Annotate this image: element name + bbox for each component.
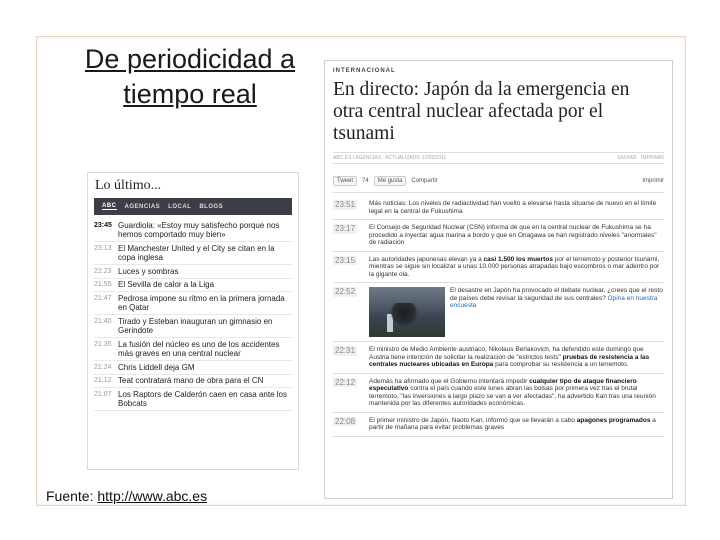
list-item[interactable] [94, 375, 292, 389]
live-updates-list [333, 196, 664, 437]
tweet-count: 74 [362, 178, 369, 184]
item-time: 21:24 [94, 363, 112, 371]
item-text: Además ha afirmado que el Gobierno intentará impedir cualquier tipo de ataque financiero especulativo contra el país cuando este lunes abran las bolsas por primera vez tras el brutal terremoto, "las inversiones a largo plazo se van a ver afectadas", ha advertido Kan tras una reunión mantenida por las diferentes autoridades económicas. [369, 377, 656, 407]
tab-local[interactable]: LOCAL [168, 203, 192, 210]
item-text: El desastre en Japón ha provocado el debate nuclear, ¿crees que el resto de países debe revisar la seguridad de sus centrales? Opina en nuestra encuesta [450, 287, 663, 309]
item-time: 21:47 [94, 294, 112, 302]
item-time: 21:40 [94, 317, 112, 325]
section-label: INTERNACIONAL [333, 68, 396, 74]
item-highlight: cualquier tipo de ataque financiero especulativo [369, 377, 637, 392]
item-text: Guardiola: «Estoy muy satisfecho porque nos hemos comportado muy bien» [118, 220, 280, 239]
item-time: 23:17 [335, 224, 356, 233]
slide-title: De periodicidad a tiempo real [84, 44, 296, 109]
list-item[interactable] [94, 292, 292, 315]
item-time: 21:07 [94, 390, 112, 398]
item-text: El Consejo de Seguridad Nuclear (CSN) informa de que en la central nuclear de Fukushima se ha procedido a inyectar agua marina a bordo y que en Onagawa se han registrado niveles "anormales" de radiación [369, 224, 657, 246]
item-time: 22:23 [94, 267, 112, 275]
print-button[interactable]: Imprimir [642, 178, 664, 184]
share-bar [333, 170, 664, 193]
list-item [333, 252, 664, 284]
list-item[interactable] [94, 279, 292, 293]
lo-ultimo-list [94, 219, 292, 411]
source-link[interactable]: http://www.abc.es [97, 488, 208, 504]
item-text: El Sevilla de calor a la Liga [118, 280, 215, 289]
item-text: Los Raptors de Calderón caen en casa ante los Bobcats [118, 389, 287, 408]
item-time: 21:55 [94, 281, 112, 288]
facebook-like-button[interactable]: Me gusta [374, 176, 407, 186]
meta-left: ABC.ES / AGENCIAS · ACTUALIZADO 12/03/2011 [333, 155, 447, 161]
list-item[interactable] [94, 265, 292, 279]
list-item [333, 413, 664, 437]
item-time: 23:45 [94, 221, 112, 229]
list-item[interactable] [94, 315, 292, 338]
list-item [333, 196, 664, 220]
tab-agencias[interactable]: AGENCIAS [124, 203, 161, 210]
item-text: Chris Liddell deja GM [118, 362, 195, 372]
item-text: Más noticias: Los niveles de radiactividad han vuelto a elevarse hasta situarse de nuevo en el límite legal en la central de Fukushima [369, 200, 657, 215]
en-directo-screenshot [324, 60, 673, 499]
list-item[interactable] [94, 219, 292, 242]
source-line [46, 488, 207, 504]
article-meta [333, 152, 664, 164]
item-text: El primer ministro de Japón, Naoto Kan, informó que se llevarán a cabo apagones programados a partir de mañana para evitar problemas graves [369, 416, 656, 431]
item-text: Luces y sombras [118, 266, 179, 276]
tab-abc[interactable]: ABC [102, 203, 117, 209]
item-time: 22:12 [335, 377, 356, 387]
list-item[interactable] [94, 338, 292, 361]
item-time: 23:13 [94, 244, 112, 252]
item-text: Las autoridades japonesas elevan ya a casi 1.500 los muertos por el terremoto y posterior tsunami, mientras se sigue sin localizar a unas 10.000 personas atrapadas bajo escombros o mar adentro por la gigante ola. [369, 255, 660, 278]
item-time: 22:31 [335, 346, 356, 355]
item-time: 22:08 [335, 416, 356, 426]
article-headline: En directo: Japón da la emergencia en otra central nuclear afectada por el tsunami [333, 79, 630, 144]
tab-blogs[interactable]: BLOGS [199, 203, 224, 210]
share-button[interactable]: Compartir [411, 178, 438, 184]
item-time: 21:12 [94, 377, 112, 384]
item-time: 23:51 [335, 200, 356, 209]
lo-ultimo-title: Lo último... [95, 178, 162, 193]
lo-ultimo-tabs [94, 198, 292, 215]
item-highlight: pruebas de resistencia a las centrales nucleares ubicadas en Europa [369, 353, 650, 368]
list-item[interactable] [94, 242, 292, 265]
list-item [333, 283, 664, 342]
poll-link[interactable]: Opina en nuestra encuesta [450, 294, 658, 309]
item-highlight: casi 1.500 los muertos [483, 255, 553, 263]
item-time: 23:15 [335, 255, 356, 265]
lo-ultimo-screenshot [87, 172, 299, 470]
list-item[interactable] [94, 388, 292, 411]
item-text: Pedrosa impone su ritmo en la primera jornada en Qatar [118, 293, 285, 312]
item-time: 21:35 [94, 340, 112, 348]
item-text: Teat contratará mano de obra para el CN [118, 376, 264, 385]
item-highlight: apagones programados [576, 416, 651, 424]
fukushima-smoke-photo [369, 287, 445, 337]
list-item [333, 374, 664, 413]
list-item [333, 342, 664, 374]
tweet-button[interactable]: Tweet [333, 176, 357, 186]
item-text: El ministro de Medio Ambiente austriaco, Nikolaus Berlakovich, ha defendido este domingo que Austria tiene intención de solicitar la realización de "estrictos tests" pruebas de resistencia a las centrales nucleares ubicadas en Europa para comprobar su resistencia a un terremoto. [369, 346, 650, 368]
source-label: Fuente: [46, 488, 98, 504]
item-text: La fusión del núcleo es uno de los accidentes más graves en una central nuclear [118, 339, 280, 358]
list-item[interactable] [94, 361, 292, 375]
item-time: 22:52 [335, 287, 356, 296]
list-item [333, 220, 664, 252]
item-text: El Manchester United y el City se citan en la copa inglesa [118, 243, 275, 262]
meta-right[interactable]: ENVIAR · IMPRIMIR [617, 155, 664, 161]
item-text: Tirado y Esteban inauguran un gimnasio en Gerindote [118, 316, 273, 335]
